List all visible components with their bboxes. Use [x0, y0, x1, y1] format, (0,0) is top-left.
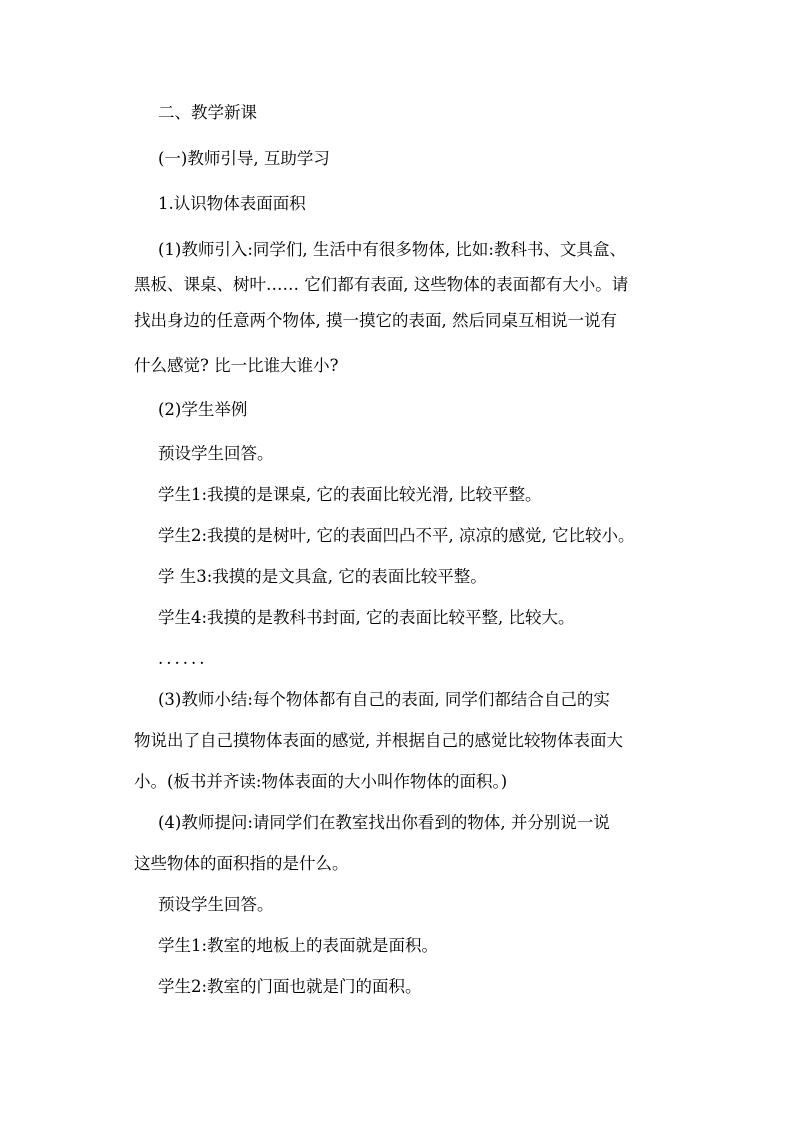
- paragraph-line: 物说出了自己摸物体表面的感觉, 并根据自己的感觉比较物体表面大: [134, 731, 623, 750]
- paragraph-line: 学生1:教室的地板上的表面就是面积。: [158, 936, 439, 955]
- paragraph-line: (4)教师提问:请同学们在教室找出你看到的物体, 并分别说一说: [158, 813, 610, 832]
- paragraph-line: 学生1:我摸的是课桌, 它的表面比较光滑, 比较平整。: [158, 485, 542, 504]
- paragraph-line: (3)教师小结:每个物体都有自己的表面, 同学们都结合自己的实: [158, 690, 610, 709]
- topic-heading: 1.认识物体表面面积: [158, 194, 306, 213]
- paragraph-line: 学生2:教室的门面也就是门的面积。: [158, 977, 422, 996]
- paragraph-line: (1)教师引入:同学们, 生活中有很多物体, 比如:教科书、文具盒、: [158, 240, 626, 259]
- paragraph-line: 学生2:我摸的是树叶, 它的表面凹凸不平, 凉凉的感觉, 它比较小。: [158, 526, 635, 545]
- paragraph-line: 学生4:我摸的是教科书封面, 它的表面比较平整, 比较大。: [158, 608, 575, 627]
- paragraph-line: 小。(板书并齐读:物体表面的大小叫作物体的面积。): [134, 772, 508, 791]
- paragraph-line: 预设学生回答。: [158, 895, 274, 914]
- subsection-heading: (一)教师引导, 互助学习: [158, 149, 330, 168]
- ellipsis-line: ......: [158, 649, 208, 668]
- paragraph-line: 黑板、课桌、树叶…… 它们都有表面, 这些物体的表面都有大小。请: [134, 275, 629, 294]
- paragraph-line: 什么感觉? 比一比谁大谁小?: [134, 356, 339, 375]
- paragraph-line: 预设学生回答。: [158, 444, 274, 463]
- paragraph-line: (2)学生举例: [158, 400, 248, 419]
- paragraph-line: 学 生3:我摸的是文具盒, 它的表面比较平整。: [158, 567, 487, 586]
- section-heading: 二、教学新课: [158, 103, 257, 122]
- paragraph-line: 找出身边的任意两个物体, 摸一摸它的表面, 然后同桌互相说一说有: [134, 311, 617, 330]
- paragraph-line: 这些物体的面积指的是什么。: [134, 854, 349, 873]
